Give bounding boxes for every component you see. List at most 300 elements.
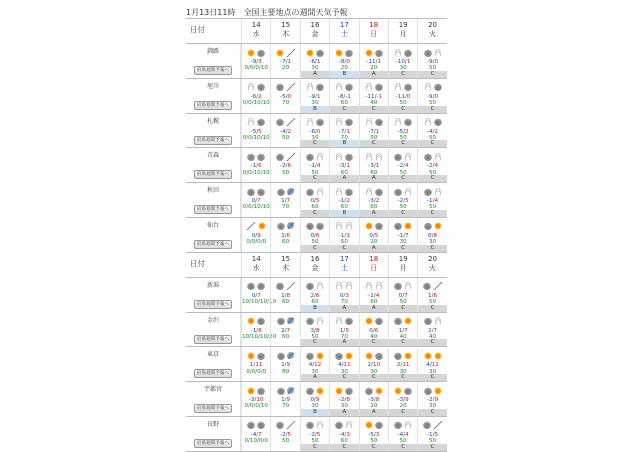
forecast-cell [329,347,358,381]
weather-icons [301,81,329,94]
forecast-cell [388,382,417,416]
forecast-table [186,18,447,452]
rain-icon [287,352,295,360]
reliability: C [301,444,329,451]
weather-icons [360,349,388,362]
forecast-cell [300,278,329,312]
sun-icon [375,387,383,395]
forecast-cell [270,382,299,416]
max-temp: 8 [346,397,350,404]
city-name: 青森 [206,152,219,160]
cloud-icon [257,421,265,429]
min-temp: -7 [338,128,345,135]
min-temp: 0 [251,232,256,239]
reliability: C [301,140,329,147]
precip-probability: 30 [428,239,437,246]
sun-icon [394,387,402,395]
forecast-cell [359,278,388,312]
date-header-cell [241,253,270,277]
min-temp: 2 [310,292,315,299]
max-temp: 6 [258,163,262,170]
reliability [242,175,270,182]
prefecture-forecast-button[interactable]: 府県週間予報へ [194,300,232,309]
cloud-icon [404,49,412,57]
temp-separator: / [344,431,347,438]
reliability [271,175,299,182]
min-temp: -7 [368,128,374,135]
precip-probability: 30 [340,368,348,375]
weather-icons [418,185,446,198]
min-temp: 1 [281,198,285,205]
forecast-cell [417,313,446,347]
max-temp: 5 [345,327,349,334]
forecast-cell [300,417,329,451]
precip-probability: 50 [311,438,319,445]
snow-icon [434,188,442,196]
weather-icons [301,150,329,163]
max-temp: 6 [374,327,379,334]
precip-probability: 70 [340,299,348,306]
city-name: 宇都宮 [203,386,222,394]
reliability: C [330,444,358,451]
min-temp: -7 [280,59,286,65]
cloud-icon [316,83,324,91]
min-temp: -1 [368,292,374,299]
cloud-icon [306,387,314,395]
reliability: B [301,409,329,416]
temp-separator: / [343,93,346,100]
slash-icon [433,282,443,290]
min-temp: -3 [368,397,374,404]
date-number: 15 [281,254,291,263]
cloud-icon [424,222,432,230]
weather-icons [301,315,329,328]
forecast-cell [270,79,299,113]
temp-separator: / [285,431,288,438]
cloud-icon [434,118,442,126]
reliability: A [330,175,358,182]
weekday-label: 火 [429,30,437,38]
prefecture-forecast-button[interactable]: 府県週間予報へ [194,439,232,448]
reliability [271,210,299,217]
precip-probability: 50 [428,169,437,176]
temp-separator: / [284,198,287,205]
forecast-cell [270,313,299,347]
weather-icons [242,185,270,198]
cloud-icon [316,118,324,126]
rain-icon [287,222,295,230]
max-temp: 1 [346,163,350,170]
forecast-cell [359,114,388,148]
max-temp: 7 [405,232,409,239]
forecast-cell [388,183,417,217]
max-temp: 1 [406,59,411,65]
min-temp: 2 [396,362,401,369]
forecast-cell [270,347,299,381]
city-name: 旭川 [206,82,219,90]
weekday-label: 日 [370,30,378,38]
sun-icon [335,387,343,395]
cloud-icon [306,421,314,429]
forecast-cell [388,148,417,182]
weather-icons [360,116,388,129]
cloud-icon [345,118,353,126]
temp-separator: / [314,232,316,239]
min-temp: -3 [368,198,374,205]
weather-icons [360,280,388,293]
city-label [186,218,241,252]
reliability: A [301,374,329,381]
precip-probability: 30 [428,403,437,410]
city-row [186,218,447,253]
temp-separator: / [344,128,347,135]
weather-icons [389,116,417,129]
snow-icon [306,118,314,126]
reliability: B [301,305,329,312]
min-temp: 0 [339,292,344,299]
weather-icons [301,384,329,397]
snow-icon [306,83,314,91]
max-temp: 3 [346,232,350,239]
prefecture-forecast-button[interactable]: 府県週間予報へ [194,205,232,214]
weather-icons [389,46,417,59]
prefecture-forecast-button[interactable]: 府県週間予報へ [194,66,232,75]
forecast-cell [270,183,299,217]
weather-icons [242,46,270,59]
forecast-cell [417,183,446,217]
forecast-cell [329,382,358,416]
forecast-cell [329,148,358,182]
precip-probability: 60 [282,333,290,340]
weather-icons [242,150,270,163]
weather-icons [360,315,388,328]
min-temp: -9 [427,93,433,100]
temp-separator: / [373,397,376,404]
cloud-icon [375,188,383,196]
date-number: 16 [310,21,320,29]
min-temp: -5 [280,93,286,100]
weather-icons [360,384,388,397]
snow-icon [424,83,432,91]
reliability: A [360,245,388,252]
reliability: B [330,210,358,217]
temp-separator: / [256,327,259,334]
snow-icon [394,49,402,57]
sun-icon [365,421,373,429]
forecast-cell [359,382,388,416]
temp-separator: / [256,93,259,100]
cloud-icon [257,153,265,161]
snow-icon [365,188,373,196]
min-temp: 0 [369,232,373,239]
snow-icon [335,118,343,126]
weather-icons [418,220,446,233]
date-header-cell [359,253,388,277]
snow-icon [365,153,373,161]
forecast-cell [417,382,446,416]
weather-icons [271,150,299,163]
weather-icons [242,419,270,432]
city-label [186,44,241,78]
prefecture-forecast-button[interactable]: 府県週間予報へ [194,335,232,344]
forecast-cell [329,183,358,217]
reliability [271,409,299,416]
temp-separator: / [315,59,317,65]
cloud-icon [277,188,285,196]
city-name: 秋田 [206,187,219,195]
min-temp: -2 [427,397,433,404]
forecast-cell [241,148,270,182]
precip-probability: 60 [311,299,319,306]
prefecture-forecast-button[interactable]: 府県週間予報へ [194,136,232,145]
weather-icons [271,280,299,293]
forecast-cell [300,114,329,148]
min-temp: 1 [281,292,285,299]
sun-icon [276,49,284,57]
cloud-icon [316,222,324,230]
forecast-cell [300,183,329,217]
max-temp: 1 [375,163,380,170]
weather-icons [301,185,329,198]
precip-probability: 60 [282,239,290,246]
weekday-label: 月 [399,263,407,272]
precip-probability: 20 [370,403,378,410]
page-title: 1月13日11時 全国主要地点の週間天気予報 [186,8,348,17]
forecast-cell [359,218,388,252]
max-temp: 2 [405,128,409,135]
temp-separator: / [432,128,435,135]
max-temp: 4 [375,292,380,299]
reliability: B [330,71,358,78]
weather-icons [330,419,358,432]
reliability [242,106,270,113]
cloud-icon [247,188,255,196]
snow-icon [247,118,255,126]
snow-icon [434,153,442,161]
reliability [271,245,299,252]
precip-probability: 50 [282,438,290,445]
max-temp: 1 [377,59,382,65]
min-temp: -9 [427,59,433,65]
precip-probability: 20 [282,65,290,72]
cloud-icon [424,49,432,57]
forecast-cell [241,417,270,451]
min-temp: -2 [397,198,404,205]
cloud-icon [345,153,353,161]
snow-icon [316,153,324,161]
weather-icons [360,220,388,233]
prefecture-forecast-button[interactable]: 府県週間予報へ [194,369,232,378]
cloud-icon [434,83,442,91]
min-temp: -6 [250,93,257,100]
temp-separator: / [344,59,347,65]
reliability: C [389,106,417,113]
weekday-label: 木 [282,263,290,272]
min-temp: -1 [338,232,345,239]
min-temp: -4 [338,431,345,438]
max-temp: 0 [316,128,321,135]
temp-separator: / [432,163,435,170]
temp-separator: / [403,397,406,404]
city-row [186,183,447,218]
precip-probability: 30 [311,65,319,72]
cloud-icon [276,153,284,161]
sun-icon [424,352,432,360]
cloud-icon [257,83,265,91]
temp-separator: / [404,59,407,65]
min-temp: 1 [249,362,254,369]
precip-probability: 50 [311,333,319,340]
city-label [186,79,241,113]
sun-icon [365,317,373,325]
weather-icons [242,384,270,397]
temp-separator: / [372,232,375,239]
max-temp: 10 [372,362,381,369]
forecast-cell [300,382,329,416]
cloud-icon [277,352,285,360]
reliability [271,71,299,78]
min-temp: 1 [428,292,432,299]
weather-icons [271,419,299,432]
reliability: A [330,305,358,312]
temp-separator: / [343,327,346,334]
snow-icon [345,282,353,290]
temp-separator: / [256,128,259,135]
reliability: C [389,444,417,451]
min-temp: -1 [427,431,433,438]
date-header-row [186,253,447,278]
temp-separator: / [314,397,316,404]
forecast-cell [359,417,388,451]
max-temp: 7 [404,327,408,334]
forecast-cell [417,114,446,148]
max-temp: 9 [434,397,439,404]
weather-icons [301,419,329,432]
temp-separator: / [343,292,346,299]
temp-separator: / [431,232,434,239]
precip-probability: 50 [428,204,437,211]
min-temp: 1 [281,397,285,404]
weather-icons [389,280,417,293]
max-temp: 7 [286,327,291,334]
forecast-cell [388,417,417,451]
weekday-label: 日 [370,263,378,272]
temp-separator: / [255,292,258,299]
precip-probability: 60 [370,169,378,176]
max-temp: 2 [287,128,292,135]
snow-icon [345,421,353,429]
max-temp: 7 [257,292,261,299]
forecast-cell [241,278,277,312]
snow-icon [365,83,373,91]
temp-separator: / [373,198,376,205]
prefecture-forecast-button[interactable]: 府県週間予報へ [194,240,232,249]
city-name: 金沢 [206,316,219,324]
reliability: C [360,444,388,451]
cloud-icon [257,387,265,395]
reliability: C [360,339,388,346]
weather-icons [360,81,388,94]
sun-icon [434,352,442,360]
reliability [242,444,270,451]
min-temp: -1 [309,163,316,170]
snow-icon [316,421,324,429]
max-temp: 4 [434,198,439,205]
city-row [186,278,447,313]
precip-probability: 0/0/0/0 [246,368,267,375]
prefecture-forecast-button[interactable]: 府県週間予報へ [194,404,232,413]
temp-separator: / [403,232,406,239]
weekday-label: 火 [429,263,437,272]
weather-icons [418,349,446,362]
min-temp: -4 [427,128,433,135]
reliability: C [389,245,417,252]
cloud-icon [276,118,284,126]
max-temp: 1 [316,93,321,100]
forecast-cell [241,313,277,347]
weather-icons [389,220,417,233]
forecast-cell [270,114,299,148]
city-row [186,313,447,348]
forecast-cell [300,347,329,381]
cloud-icon [424,317,432,325]
cloud-icon [424,153,432,161]
date-number: 18 [369,21,379,29]
precip-probability: 80 [282,368,290,375]
temp-separator: / [285,93,288,100]
min-temp: 0 [310,397,315,404]
max-temp: 9 [257,232,261,239]
temp-separator: / [402,292,405,299]
city-name: 札幌 [206,117,219,125]
max-temp: 12 [431,362,439,369]
cloud-icon [306,222,314,230]
weather-icons [271,81,299,94]
max-temp: 2 [434,128,439,135]
cloud-icon [423,421,431,429]
max-temp: 0 [406,93,411,100]
weather-icons [271,384,299,397]
date-number: 20 [428,21,437,29]
temp-separator: / [256,59,259,65]
forecast-cell [329,114,358,148]
max-temp: 0 [434,93,439,100]
max-temp: 10 [256,397,264,404]
reliability [271,106,299,113]
reliability: A [330,339,358,346]
sun-icon [365,222,373,230]
forecast-cell [270,417,299,451]
reliability: C [418,374,446,381]
max-temp: 1 [316,59,321,65]
precip-probability: 30 [311,368,319,375]
max-temp: 6 [433,292,438,299]
min-temp: -4 [280,128,286,135]
max-temp: 4 [316,163,321,170]
forecast-cell [388,278,417,312]
date-header-cell [300,19,329,43]
reliability: C [418,305,446,312]
date-header-cell [300,253,329,277]
precip-probability: 70 [340,134,348,141]
min-temp: 2 [367,362,372,369]
precip-probability: 70 [282,100,290,107]
prefecture-forecast-button[interactable]: 府県週間予報へ [194,101,232,110]
prefecture-forecast-button[interactable]: 府県週間予報へ [194,170,232,179]
weather-icons [301,349,329,362]
cloud-icon [375,421,383,429]
max-temp: 2 [346,198,350,205]
